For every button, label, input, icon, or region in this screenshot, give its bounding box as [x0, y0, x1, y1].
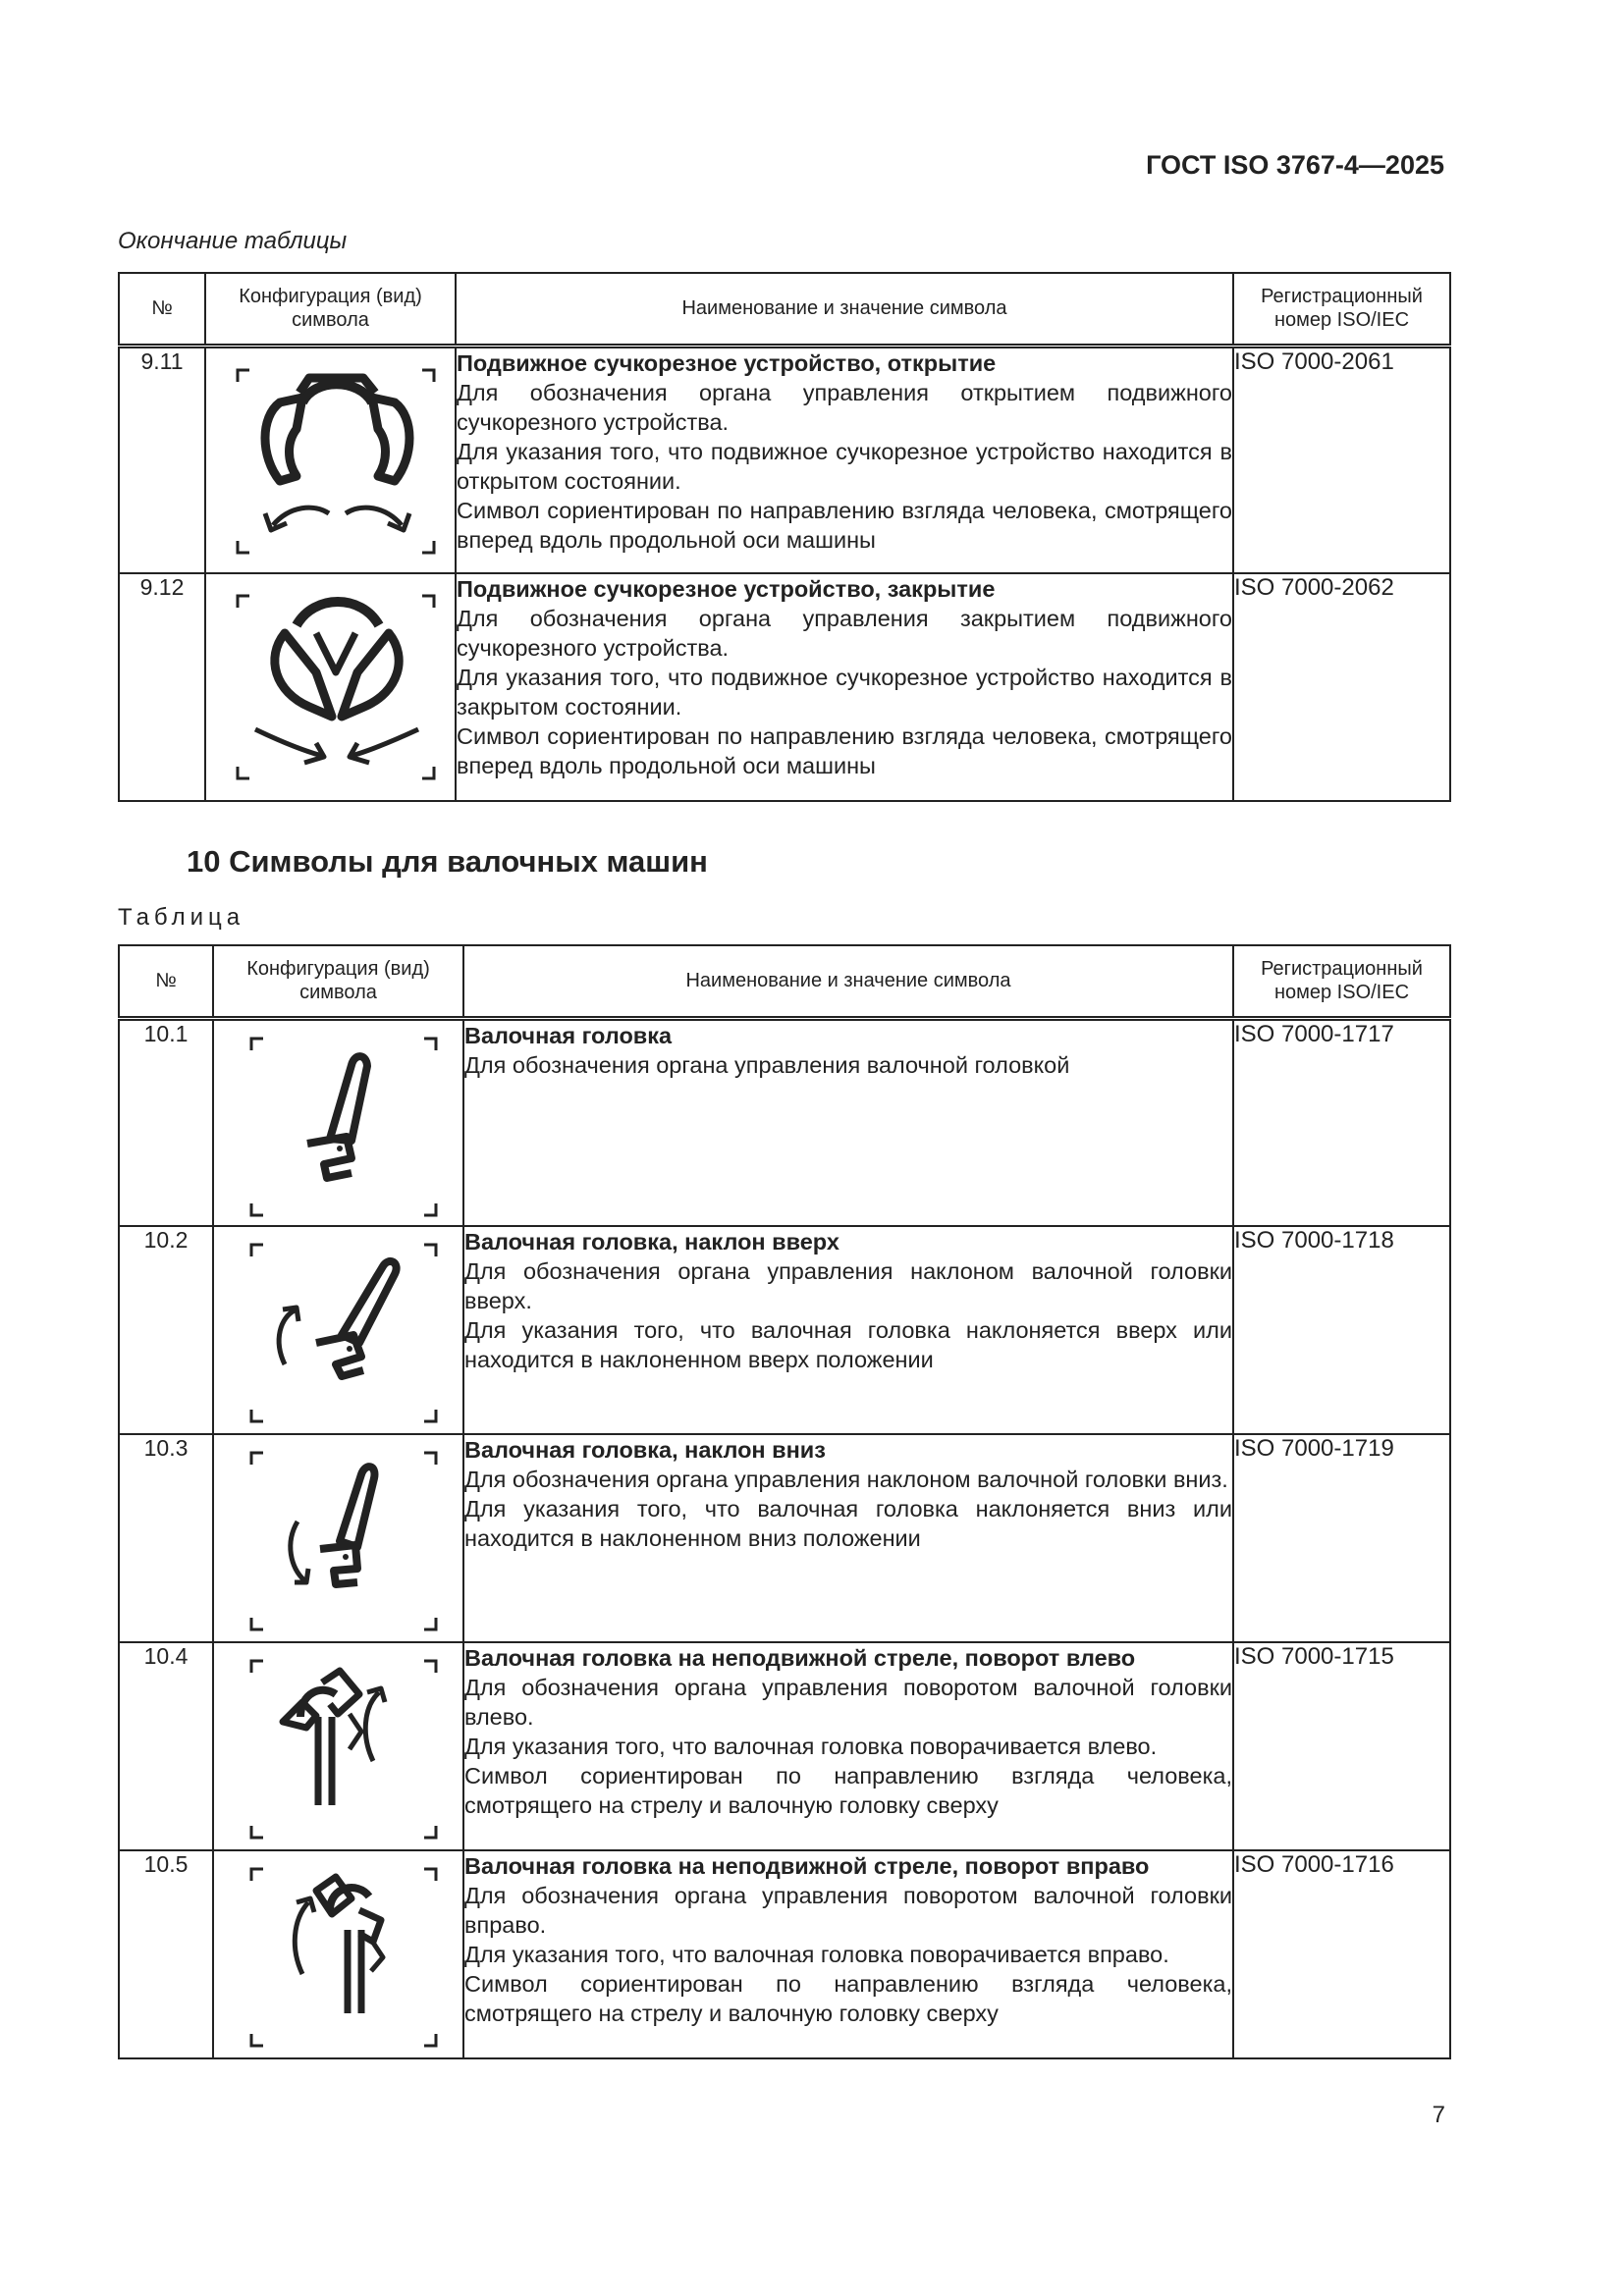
description-line: Для указания того, что подвижное сучкорезное устройство находится в закрытом состоянии. [457, 665, 1232, 720]
table-row [119, 1226, 1450, 1434]
row-number: 10.3 [119, 1434, 213, 1642]
registration-number: ISO 7000-1717 [1233, 1018, 1450, 1226]
description-line: Для обозначения органа управления поворотом валочной головки влево. [464, 1675, 1232, 1730]
description-line: Для обозначения органа управления наклоном валочной головки вверх. [464, 1258, 1232, 1313]
page-number: 7 [1432, 2102, 1445, 2128]
description-line: Для указания того, что валочная головка наклоняется вниз или находится в наклоненном вниз положении [464, 1496, 1232, 1551]
col-header-name-meaning: Наименование и значение символа [456, 273, 1233, 346]
symbol-cell [213, 1642, 463, 1850]
row-description [463, 1018, 1233, 1226]
row-number: 10.1 [119, 1018, 213, 1226]
row-number: 10.2 [119, 1226, 213, 1434]
description-line: Символ сориентирован по направлению взгляда человека, смотрящего вперед вдоль продольной оси машины [457, 723, 1232, 778]
table-row [119, 573, 1450, 801]
section-heading: 10 Символы для валочных машин [187, 844, 708, 879]
row-description [463, 1226, 1233, 1434]
symbol-title: Валочная головка, наклон вверх [464, 1229, 839, 1255]
col-header-registration: Регистрационный номер ISO/IEC [1233, 273, 1450, 346]
symbol-cell [205, 346, 456, 573]
cutter-bar-open-icon [265, 378, 409, 530]
registration-number: ISO 7000-1718 [1233, 1226, 1450, 1434]
felling-head-icon [307, 1056, 367, 1178]
row-description [463, 1434, 1233, 1642]
table-row [119, 1434, 1450, 1642]
registration-number: ISO 7000-2062 [1233, 573, 1450, 801]
row-description [463, 1642, 1233, 1850]
table-label: Таблица [118, 904, 245, 931]
description-line: Для указания того, что подвижное сучкорезное устройство находится в открытом состоянии. [457, 438, 1232, 494]
col-header-name-meaning: Наименование и значение символа [463, 945, 1233, 1018]
table-row [119, 1018, 1450, 1226]
row-number: 10.4 [119, 1642, 213, 1850]
symbol-title: Подвижное сучкорезное устройство, открытие [457, 349, 997, 376]
symbols-table-9 [118, 272, 1451, 802]
col-header-registration: Регистрационный номер ISO/IEC [1233, 945, 1450, 1018]
symbol-cell [213, 1018, 463, 1226]
symbol-title: Валочная головка на неподвижной стреле, поворот вправо [464, 1853, 1150, 1879]
symbol-title: Валочная головка на неподвижной стреле, поворот влево [464, 1645, 1136, 1671]
description-line: Для обозначения органа управления открытием подвижного сучкорезного устройства. [457, 379, 1232, 435]
symbol-title: Валочная головка, наклон вниз [464, 1437, 826, 1463]
cutter-bar-close-icon [255, 602, 418, 763]
col-header-number: № [119, 273, 205, 346]
col-header-configuration: Конфигурация (вид) символа [213, 945, 463, 1018]
description-line: Для указания того, что валочная головка наклоняется вверх или находится в наклоненном вверх положении [464, 1317, 1232, 1372]
felling-head-rotate-right-icon [295, 1877, 383, 2013]
description-line: Для указания того, что валочная головка поворачивается влево. [464, 1734, 1158, 1759]
description-line: Символ сориентирован по направлению взгляда человека, смотрящего на стрелу и валочную головку сверху [464, 1763, 1232, 1818]
symbols-table-10 [118, 944, 1451, 2059]
description-line: Символ сориентирован по направлению взгляда человека, смотрящего на стрелу и валочную головку сверху [464, 1971, 1232, 2026]
description-line: Для обозначения органа управления наклоном валочной головки вниз. [464, 1467, 1228, 1492]
symbol-cell [213, 1850, 463, 2058]
registration-number: ISO 7000-1716 [1233, 1850, 1450, 2058]
table-continuation-caption: Окончание таблицы [118, 228, 348, 254]
symbol-cell [213, 1434, 463, 1642]
table-row [119, 1642, 1450, 1850]
description-line: Для указания того, что валочная головка поворачивается вправо. [464, 1942, 1169, 1967]
registration-number: ISO 7000-2061 [1233, 346, 1450, 573]
felling-head-tilt-up-icon [279, 1261, 396, 1376]
row-description [463, 1850, 1233, 2058]
document-code: ГОСТ ISO 3767-4—2025 [1146, 150, 1444, 180]
felling-head-rotate-left-icon [283, 1671, 385, 1805]
row-number: 10.5 [119, 1850, 213, 2058]
description-line: Символ сориентирован по направлению взгляда человека, смотрящего вперед вдоль продольной оси машины [457, 497, 1232, 553]
symbol-title: Валочная головка [464, 1022, 673, 1048]
symbol-title: Подвижное сучкорезное устройство, закрытие [457, 576, 996, 602]
row-description [456, 346, 1233, 573]
table-row [119, 346, 1450, 573]
felling-head-tilt-down-icon [291, 1467, 375, 1584]
symbol-cell [205, 573, 456, 801]
row-number: 9.12 [119, 573, 205, 801]
col-header-number: № [119, 945, 213, 1018]
description-line: Для обозначения органа управления валочной головкой [464, 1051, 1070, 1078]
registration-number: ISO 7000-1715 [1233, 1642, 1450, 1850]
row-description [456, 573, 1233, 801]
symbol-cell [213, 1226, 463, 1434]
registration-number: ISO 7000-1719 [1233, 1434, 1450, 1642]
description-line: Для обозначения органа управления поворотом валочной головки вправо. [464, 1883, 1232, 1938]
col-header-configuration: Конфигурация (вид) символа [205, 273, 456, 346]
row-number: 9.11 [119, 346, 205, 573]
table-row [119, 1850, 1450, 2058]
description-line: Для обозначения органа управления закрытием подвижного сучкорезного устройства. [457, 606, 1232, 661]
